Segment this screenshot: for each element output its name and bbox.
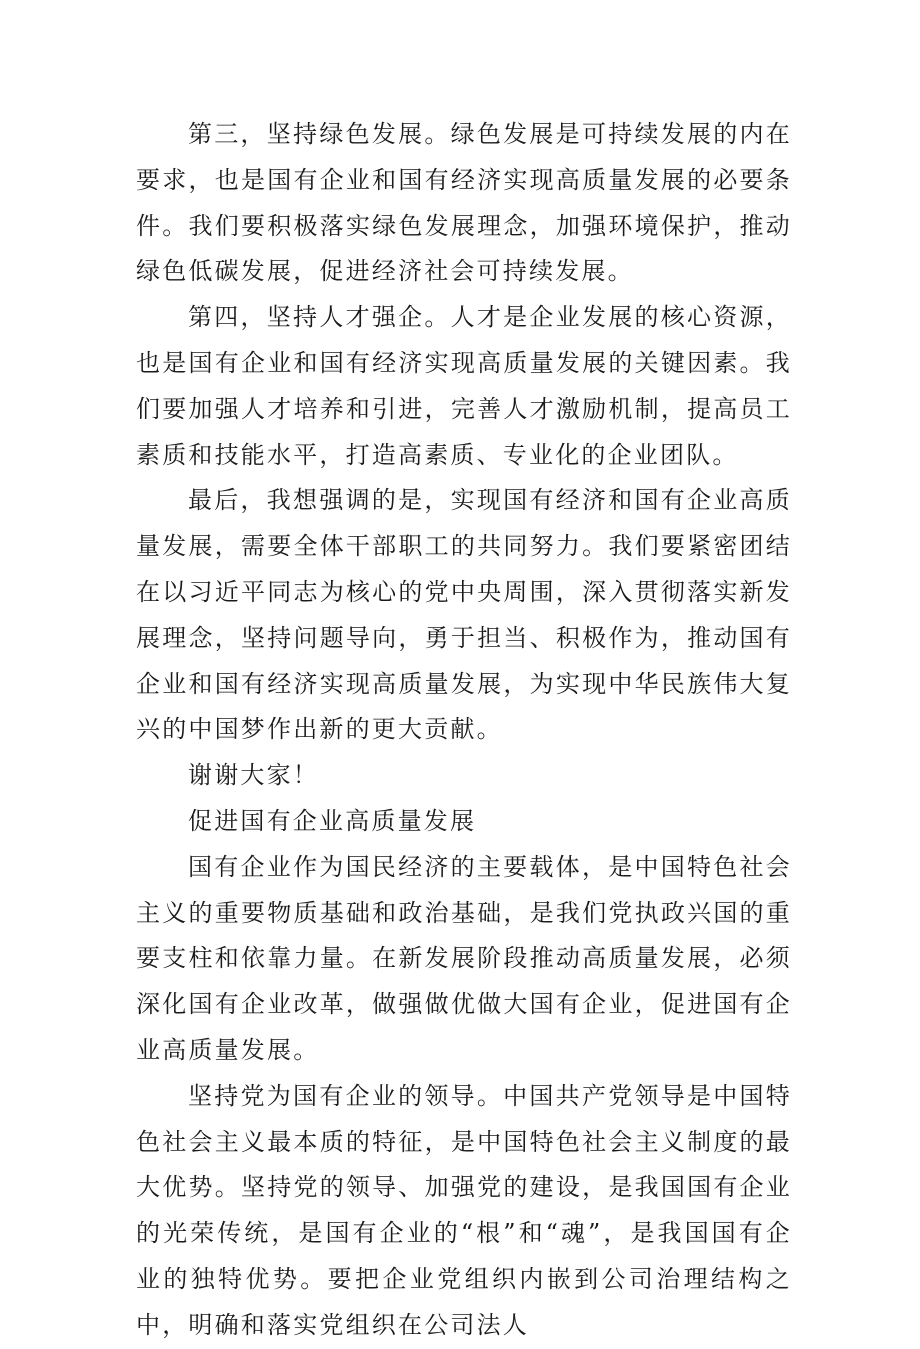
paragraph-soe-intro: 国有企业作为国民经济的主要载体，是中国特色社会主义的重要物质基础和政治基础，是我们党执政兴国的重要支柱和依靠力量。在新发展阶段推动高质量发展，必须深化国有企业改革，做强做优做大国有企业，促进国有企业高质量发展。 — [136, 852, 792, 1064]
paragraph-talent: 第四，坚持人才强企。人才是企业发展的核心资源，也是国有企业和国有经济实现高质量发展的关键因素。我们要加强人才培养和引进，完善人才激励机制，提高员工素质和技能水平，打造高素质、专业化的企业团队。 — [136, 303, 792, 469]
paragraph-party-leadership: 坚持党为国有企业的领导。中国共产党领导是中国特色社会主义最本质的特征，是中国特色社会主义制度的最大优势。坚持党的领导、加强党的建设，是我国国有企业的光荣传统，是国有企业的“根”和“魂”，是我国国有企业的独特优势。要把企业党组织内嵌到公司治理结构之中，明确和落实党组织在公司法人 — [136, 1081, 792, 1339]
paragraph-thanks: 谢谢大家！ — [188, 761, 319, 790]
document-body — [136, 112, 792, 1349]
paragraph-conclusion: 最后，我想强调的是，实现国有经济和国有企业高质量发展，需要全体干部职工的共同努力。我们要紧密团结在以习近平同志为核心的党中央周围，深入贯彻落实新发展理念，坚持问题导向，勇于担当、积极作为，推动国有企业和国有经济实现高质量发展，为实现中华民族伟大复兴的中国梦作出新的更大贡献。 — [136, 486, 792, 744]
paragraph-green-development: 第三，坚持绿色发展。绿色发展是可持续发展的内在要求，也是国有企业和国有经济实现高质量发展的必要条件。我们要积极落实绿色发展理念，加强环境保护，推动绿色低碳发展，促进经济社会可持续发展。 — [136, 120, 792, 286]
section-title: 促进国有企业高质量发展 — [188, 806, 477, 835]
